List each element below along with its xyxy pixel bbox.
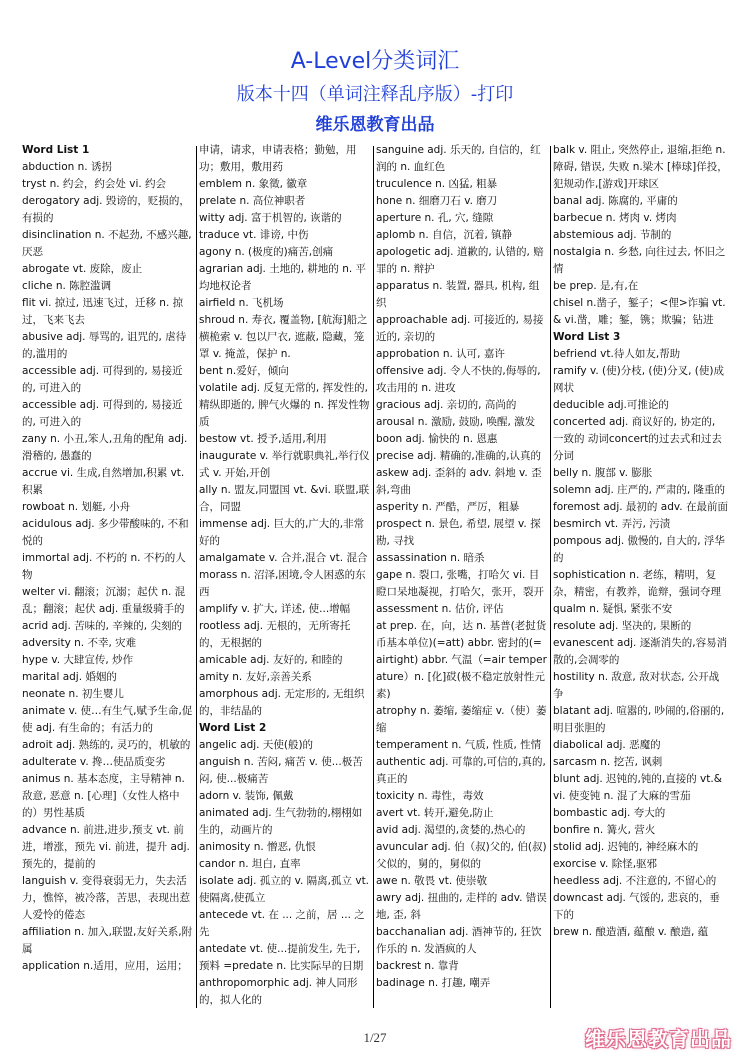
page-number: 1/27 <box>363 1030 387 1045</box>
vocab-entry: traduce vt. 诽谤, 中伤 <box>199 229 309 241</box>
vocab-entry: agony n. (极度的)痛苦,创痛 <box>199 246 334 258</box>
vocab-entry: precise adj. 精确的,准确的,认真的 <box>376 450 542 462</box>
vocab-entry: arousal n. 激励, 鼓励, 唤醒, 激发 <box>376 416 536 428</box>
page-subtitle: 版本十四（单词注释乱序版）-打印 <box>236 84 514 105</box>
vocab-entry: blatant adj. 喧嚣的, 吵闹的,俗丽的,明目张胆的 <box>553 705 725 734</box>
vocab-entry: emblem n. 象徵, 徽章 <box>199 178 308 190</box>
vocab-entry: bent n.爱好，倾向 <box>199 365 289 377</box>
vocab-entry: amity n. 友好,亲善关系 <box>199 671 312 683</box>
vocab-entry: exorcise v. 除怪,驱邪 <box>553 858 658 870</box>
vocab-entry: rowboat n. 划艇, 小舟 <box>22 501 131 513</box>
vocab-entry: pompous adj. 傲慢的, 自大的, 浮华的 <box>553 535 725 564</box>
vocab-entry: candor n. 坦白, 直率 <box>199 858 301 870</box>
word-list-heading: Word List 2 <box>199 722 267 734</box>
vocab-entry: animus n. 基本态度，主导精神 n. 敌意, 恶意 n. [心理]（女性人格中的）男性基质 <box>22 773 185 819</box>
vocab-entry: adroit adj. 熟练的, 灵巧的，机敏的 <box>22 739 191 751</box>
vocab-entry: offensive adj. 令人不快的,侮辱的,攻击用的 n. 进攻 <box>376 365 541 394</box>
vocab-entry: rootless adj. 无根的，无所寄托的，无根据的 <box>199 620 351 649</box>
vocab-entry: zany n. 小丑,笨人,丑角的配角 adj. 滑稽的, 愚蠢的 <box>22 433 188 462</box>
vocab-entry: tryst n. 约会，约会处 vi. 约会 <box>22 178 167 190</box>
vocab-entry: cliche n. 陈腔滥调 <box>22 280 112 292</box>
vocab-entry: diabolical adj. 恶魔的 <box>553 739 661 751</box>
vocab-entry: evanescent adj. 逐渐消失的,容易消散的,会凋零的 <box>553 637 728 666</box>
word-list-heading: Word List 1 <box>22 144 90 156</box>
vocab-entry: derogatory adj. 毁谤的，贬损的，有损的 <box>22 195 190 224</box>
vocab-entry: bonfire n. 篝火, 营火 <box>553 824 656 836</box>
column-4 <box>553 142 728 1012</box>
vocab-entry: deducible adj.可推论的 <box>553 399 669 411</box>
vocab-entry: brew n. 酿造酒, 蕴酿 v. 酿造, 蕴 <box>553 926 709 938</box>
vocab-entry: affiliation n. 加入,联盟,友好关系,附属 <box>22 926 193 955</box>
vocab-entry: neonate n. 初生婴儿 <box>22 688 124 700</box>
vocab-entry: atrophy n. 萎缩, 萎缩症 v.（使）萎缩 <box>376 705 547 734</box>
vocab-entry: abrogate vt. 废除，废止 <box>22 263 143 275</box>
vocab-entry: awry adj. 扭曲的, 走样的 adv. 错误地, 歪, 斜 <box>376 892 547 921</box>
vocab-entry: morass n. 沼泽,困境,令人困惑的东西 <box>199 569 366 598</box>
vocab-entry: application n.适用，应用，运用； <box>22 960 188 972</box>
watermark-logo: 维乐恩教育出品 <box>585 1027 732 1051</box>
vocab-entry: sophistication n. 老练，精明，复杂，精密，有教养，诡辩，强词夺理 <box>553 569 721 598</box>
vocab-entry: amalgamate v. 合并,混合 vt. 混合 <box>199 552 368 564</box>
vocab-entry: accessible adj. 可得到的, 易接近的, 可进入的 <box>22 399 183 428</box>
vocab-entry: disinclination n. 不起劲, 不感兴趣, 厌恶 <box>22 229 192 258</box>
vocab-entry: barbecue n. 烤肉 v. 烤肉 <box>553 212 677 224</box>
vocab-entry: balk v. 阻止, 突然停止, 退缩,拒绝 n. 障碍, 错误, 失败 n.梁木 [棒球]佯投，犯规动作,[游戏]开球区 <box>553 144 728 190</box>
vocab-entry: airfield n. 飞机场 <box>199 297 284 309</box>
vocab-entry: marital adj. 婚姻的 <box>22 671 117 683</box>
vocab-entry: immortal adj. 不朽的 n. 不朽的人物 <box>22 552 186 581</box>
vocab-entry: foremost adj. 最初的 adv. 在最前面 <box>553 501 728 513</box>
column-2 <box>199 142 371 1012</box>
vocab-entry: hone n. 细磨刀石 v. 磨刀 <box>376 195 498 207</box>
vocab-entry: witty adj. 富于机智的, 诙谐的 <box>199 212 342 224</box>
vocab-entry: authentic adj. 可靠的,可信的,真的,真正的 <box>376 756 546 785</box>
vocab-entry: belly n. 腹部 v. 膨胀 <box>553 467 653 479</box>
vocab-entry: backrest n. 靠背 <box>376 960 459 972</box>
vocab-entry: approachable adj. 可接近的, 易接近的, 亲切的 <box>376 314 544 343</box>
vocab-entry: prospect n. 景色, 希望, 展望 v. 探勘, 寻找 <box>376 518 541 547</box>
vocab-entry: concerted adj. 商议好的, 协定的, 一致的 动词concert的过去式和过去分词 <box>553 416 722 462</box>
vocab-entry: temperament n. 气质, 性质, 性情 <box>376 739 542 751</box>
vocab-entry: hype v. 大肆宣传, 炒作 <box>22 654 134 666</box>
vocab-entry: acidulous adj. 多少带酸味的, 不和悦的 <box>22 518 189 547</box>
vocab-entry: animated adj. 生气勃勃的,栩栩如生的，动画片的 <box>199 807 363 836</box>
vocab-entry: apparatus n. 装置, 器具, 机构, 组织 <box>376 280 540 309</box>
vocab-entry: antecede vt. 在 ... 之前，居 ... 之先 <box>199 909 365 938</box>
vocab-entry: amicable adj. 友好的, 和睦的 <box>199 654 343 666</box>
vocab-entry: adulterate v. 搀…使品质变劣 <box>22 756 166 768</box>
vocab-entry: blunt adj. 迟钝的,钝的,直接的 vt.& vi. 使变钝 n. 混了大麻的雪茄 <box>553 773 722 802</box>
vocab-entry: truculence n. 凶猛, 粗暴 <box>376 178 498 190</box>
vocab-entry: sanguine adj. 乐天的, 自信的，红润的 n. 血红色 <box>376 144 541 173</box>
vocab-entry: gracious adj. 亲切的, 高尚的 <box>376 399 517 411</box>
vocab-entry: apologetic adj. 道歉的, 认错的, 赔罪的 n. 辩护 <box>376 246 544 275</box>
vocab-entry: awe n. 敬畏 vt. 使崇敬 <box>376 875 487 887</box>
vocab-entry: bombastic adj. 夸大的 <box>553 807 666 819</box>
vocab-entry: animosity n. 憎恶, 仇恨 <box>199 841 316 853</box>
vocab-entry: welter vi. 翻滚；沉溺；起伏 n. 混乱；翻滚；起伏 adj. 重量级骑手的 <box>22 586 186 615</box>
vocab-entry: chisel n.凿子，錾子；<俚>诈骗 vt.& vi.凿，雕；錾，镌；欺骗；钻进 <box>553 297 726 326</box>
vocab-entry: abstemious adj. 节制的 <box>553 229 672 241</box>
vocab-entry: 申请，请求，申请表格；勤勉，用功；敷用，敷用药 <box>199 144 357 173</box>
vocab-entry: aplomb n. 自信，沉着, 镇静 <box>376 229 513 241</box>
vocab-entry: ramify v. (使)分枝, (使)分叉, (使)成网状 <box>553 365 724 394</box>
vocab-entry: amorphous adj. 无定形的, 无组织的，非结晶的 <box>199 688 365 717</box>
vocab-entry: sarcasm n. 挖苦, 讽刺 <box>553 756 663 768</box>
vocab-entry: isolate adj. 孤立的 v. 隔离,孤立 vt. 使隔离,使孤立 <box>199 875 370 904</box>
vocab-entry: gape n. 裂口, 张嘴，打哈欠 vi. 目瞪口呆地凝视，打哈欠，张开，裂开 <box>376 569 544 598</box>
word-list-heading: Word List 3 <box>553 331 621 343</box>
column-1 <box>22 142 194 1012</box>
column-divider <box>550 146 551 1008</box>
vocab-entry: angelic adj. 天使(般)的 <box>199 739 314 751</box>
vocab-entry: abduction n. 诱拐 <box>22 161 112 173</box>
column-3 <box>376 142 548 1012</box>
vocab-entry: at prep. 在，向，达 n. 基普(老挝货币基本单位)(=att) abbr. 密封的(=airtight) abbr. 气温（=air temperature）n. [化]砹(极不稳定放射性元素) <box>376 620 547 700</box>
vocab-entry: bacchanalian adj. 酒神节的, 狂饮作乐的 n. 发酒疯的人 <box>376 926 542 955</box>
vocab-entry: bestow vt. 授予,适用,利用 <box>199 433 327 445</box>
vocab-entry: assessment n. 估价, 评估 <box>376 603 504 615</box>
vocab-entry: abusive adj. 辱骂的, 诅咒的, 虐待的,滥用的 <box>22 331 187 360</box>
vocab-entry: shroud n. 寿衣, 覆盖物, [航海]船之横桅索 v. 包以尸衣, 遮蔽, 隐藏，笼罩 v. 掩盖，保护 n. <box>199 314 368 360</box>
vocab-entry: ally n. 盟友,同盟国 vt. &vi. 联盟,联合，同盟 <box>199 484 370 513</box>
vocab-entry: heedless adj. 不注意的, 不留心的 <box>553 875 717 887</box>
vocab-entry: anthropomorphic adj. 神人同形的，拟人化的 <box>199 977 358 1006</box>
vocab-entry: avuncular adj. 伯（叔)父的, 伯(叔)父似的，舅的，舅似的 <box>376 841 547 870</box>
vocab-entry: volatile adj. 反复无常的, 挥发性的, 精纵即逝的, 脾气火爆的 n. 挥发性物质 <box>199 382 370 428</box>
vocab-entry: askew adj. 歪斜的 adv. 斜地 v. 歪斜,弯曲 <box>376 467 542 496</box>
vocab-entry: accessible adj. 可得到的, 易接近的, 可进入的 <box>22 365 183 394</box>
vocab-entry: anguish n. 苦闷, 痛苦 v. 使...极苦闷, 使...极痛苦 <box>199 756 363 785</box>
vocab-entry: amplify v. 扩大, 详述, 使...增幅 <box>199 603 351 615</box>
vocab-entry: inaugurate v. 举行就职典礼,举行仪式 v. 开始,开创 <box>199 450 370 479</box>
vocab-entry: accrue vi. 生成,自然增加,积累 vt. 积累 <box>22 467 185 496</box>
vocab-entry: besmirch vt. 弄污, 污渍 <box>553 518 671 530</box>
publisher-line: 维乐恩教育出品 <box>315 115 435 135</box>
vocab-entry: languish v. 变得衰弱无力，失去活力，憔悴，被冷落，苦思，表现出惹人爱怜的倦态 <box>22 875 190 921</box>
vocab-entry: qualm n. 疑惧, 紧张不安 <box>553 603 673 615</box>
vocab-entry: advance n. 前进,进步,预支 vt. 前进，增涨，预先 vi. 前进，提升 adj. 预先的，提前的 <box>22 824 190 870</box>
vocab-entry: antedate vt. 使...提前发生, 先于, 预料 =predate n. 比实际早的日期 <box>199 943 364 972</box>
column-divider <box>196 146 197 1008</box>
vocab-entry: avert vt. 转开,避免,防止 <box>376 807 494 819</box>
vocab-entry: assassination n. 暗杀 <box>376 552 485 564</box>
vocab-entry: flit vi. 掠过, 迅速飞过，迁移 n. 掠过，飞来飞去 <box>22 297 184 326</box>
vocab-entry: adversity n. 不幸, 灾难 <box>22 637 137 649</box>
vocab-entry: adorn v. 装饰, 佩戴 <box>199 790 294 802</box>
vocab-entry: stolid adj. 迟钝的, 神经麻木的 <box>553 841 699 853</box>
vocab-entry: aperture n. 孔, 穴, 缝隙 <box>376 212 494 224</box>
vocab-entry: boon adj. 愉快的 n. 恩惠 <box>376 433 498 445</box>
vocab-entry: avid adj. 渴望的,贪婪的,热心的 <box>376 824 526 836</box>
vocab-entry: immense adj. 巨大的,广大的,非常好的 <box>199 518 365 547</box>
vocab-entry: downcast adj. 气馁的, 悲哀的，垂下的 <box>553 892 720 921</box>
vocab-entry: approbation n. 认可, 嘉许 <box>376 348 505 360</box>
vocab-entry: nostalgia n. 乡愁, 向往过去, 怀旧之情 <box>553 246 726 275</box>
vocab-entry: agrarian adj. 土地的, 耕地的 n. 平均地权论者 <box>199 263 367 292</box>
vocab-entry: banal adj. 陈腐的, 平庸的 <box>553 195 678 207</box>
vocab-entry: prelate n. 高位神职者 <box>199 195 306 207</box>
page-title: A-Level分类词汇 <box>290 49 460 74</box>
vocab-entry: resolute adj. 坚决的, 果断的 <box>553 620 692 632</box>
vocab-entry: solemn adj. 庄严的, 严肃的, 隆重的 <box>553 484 726 496</box>
vocab-entry: toxicity n. 毒性，毒效 <box>376 790 484 802</box>
vocab-entry: badinage n. 打趣, 嘲弄 <box>376 977 491 989</box>
word-columns <box>22 142 728 1012</box>
vocab-entry: be prep. 是,有,在 <box>553 280 639 292</box>
column-divider <box>373 146 374 1008</box>
vocab-entry: asperity n. 严酷，严厉，粗暴 <box>376 501 520 513</box>
vocab-entry: animate v. 使…有生气,赋予生命,促使 adj. 有生命的；有活力的 <box>22 705 193 734</box>
vocab-entry: acrid adj. 苦味的, 辛辣的, 尖刻的 <box>22 620 182 632</box>
vocab-entry: befriend vt.待人如友,帮助 <box>553 348 681 360</box>
vocab-entry: hostility n. 敌意, 敌对状态, 公开战争 <box>553 671 720 700</box>
